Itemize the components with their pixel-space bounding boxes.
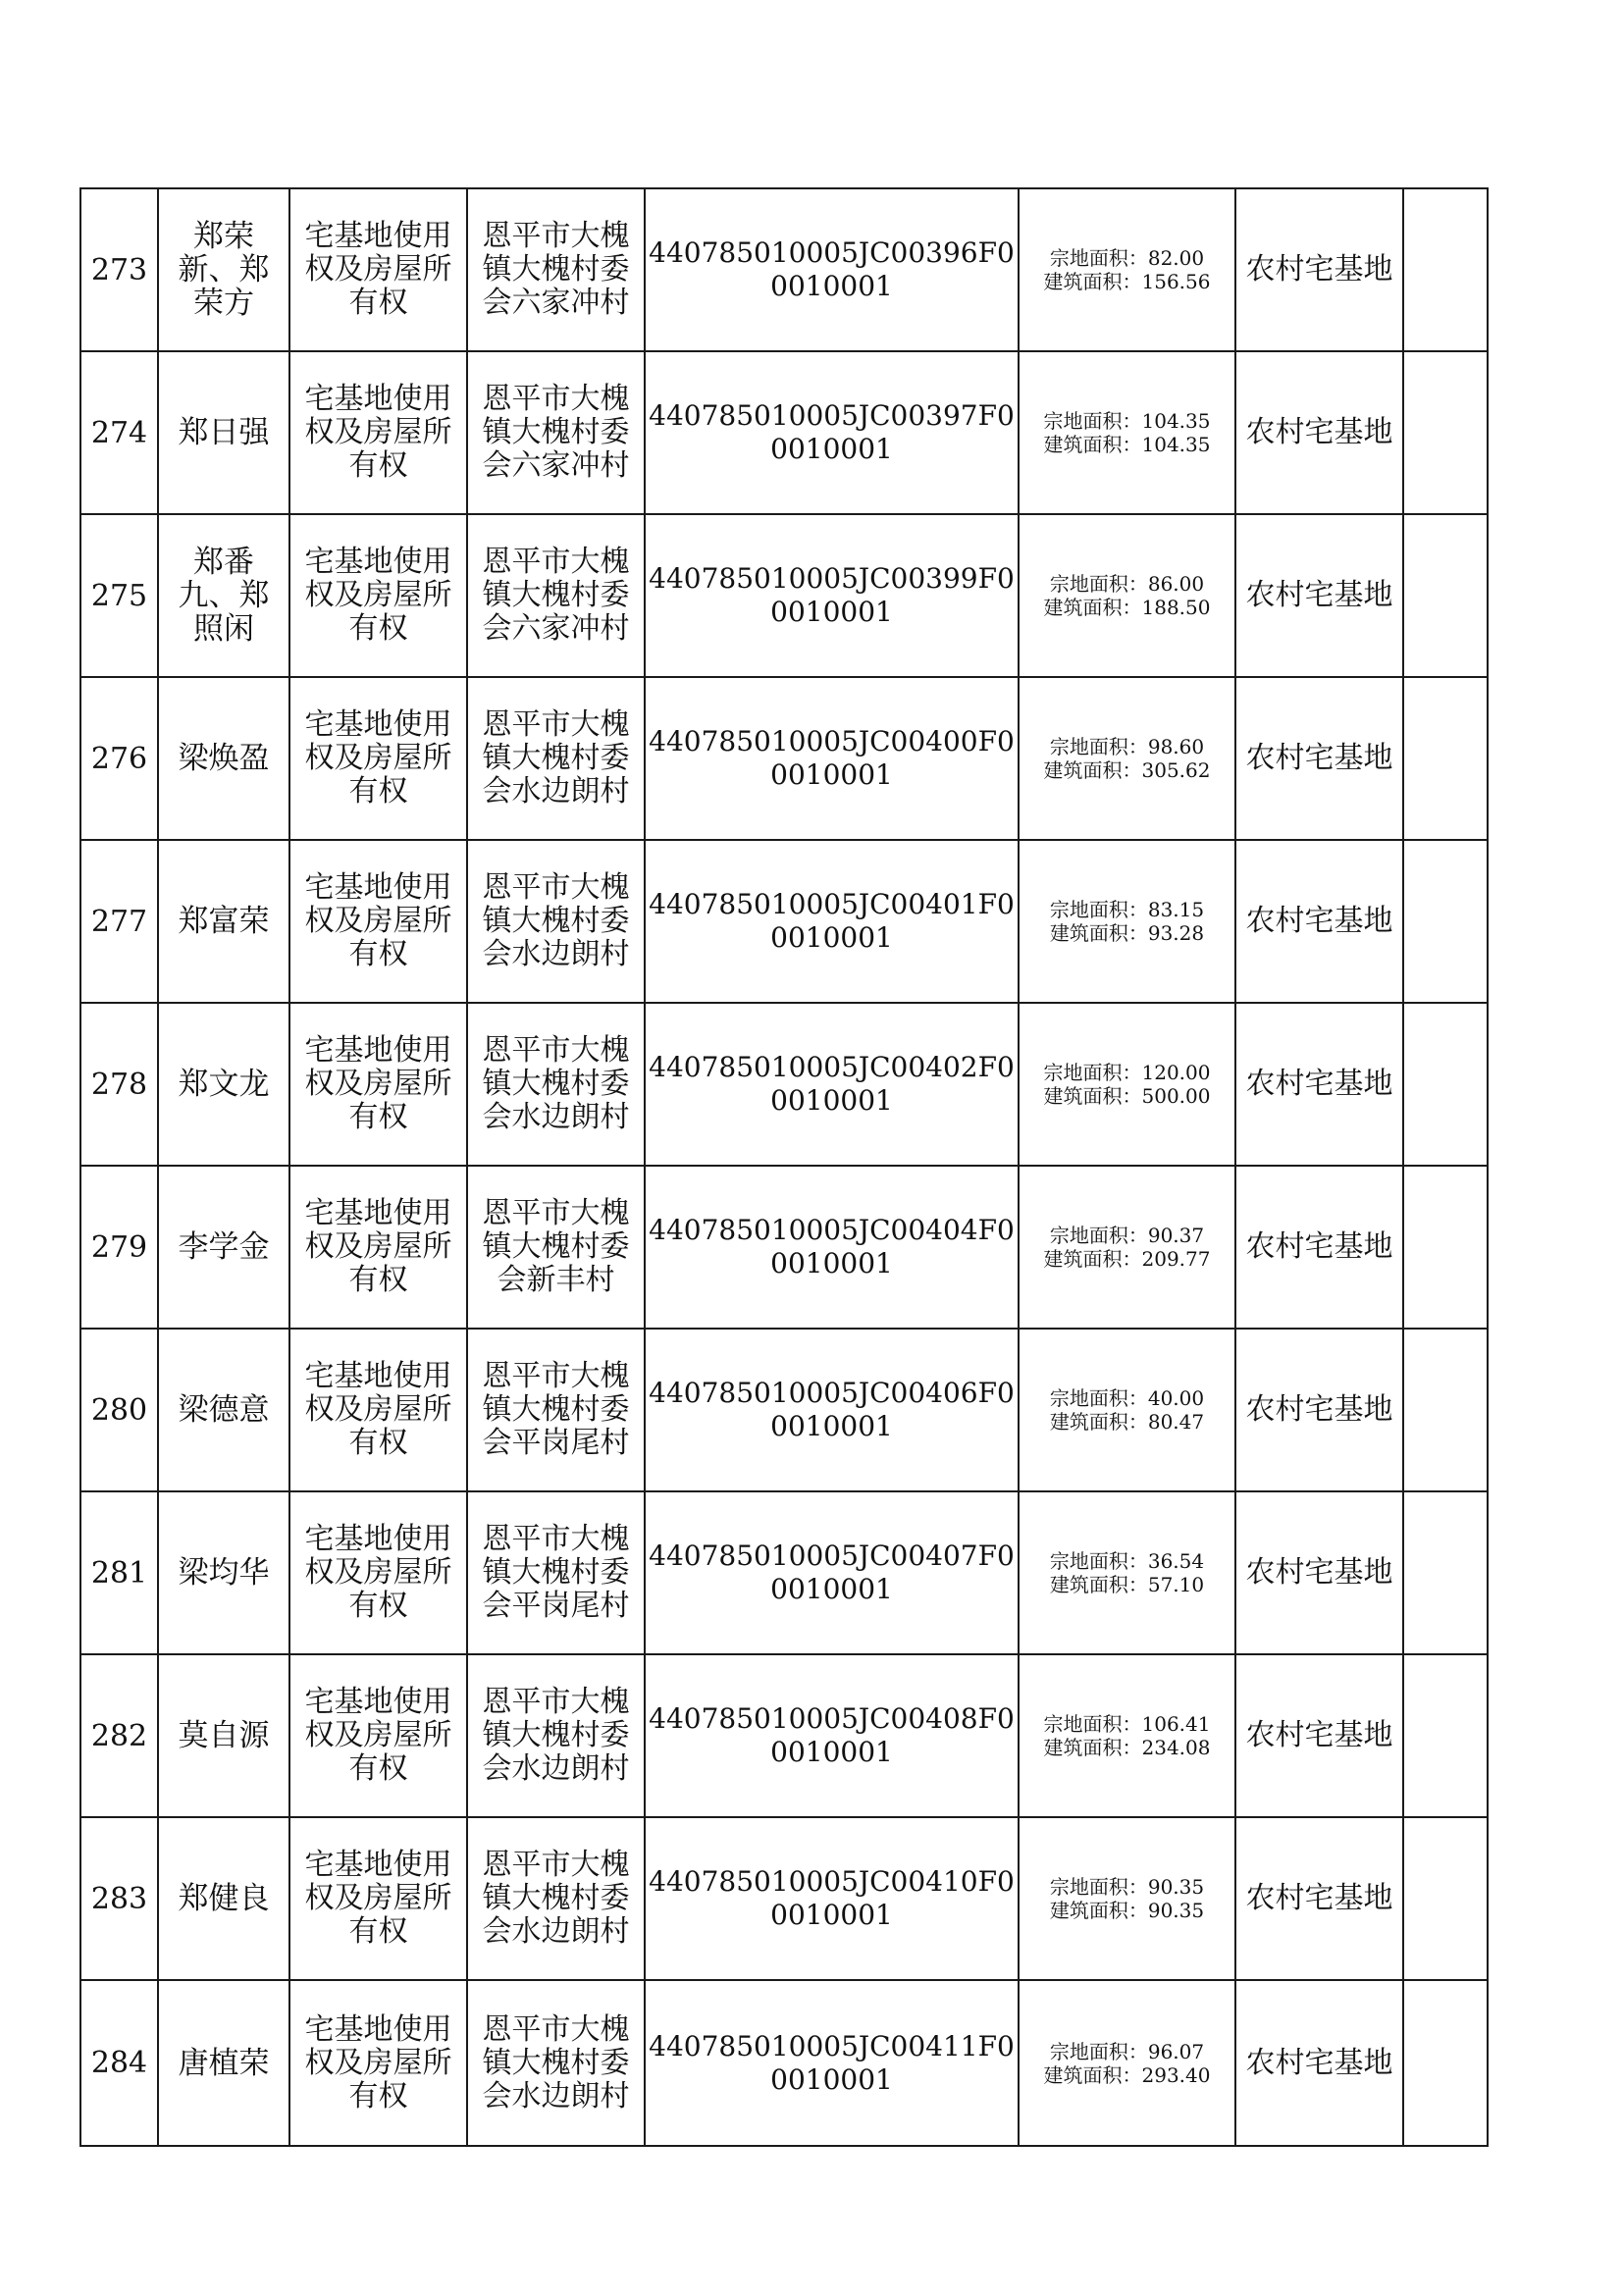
location: 恩平市大槐镇大槐村委会六家冲村 — [467, 188, 645, 351]
owner-name: 李学金 — [158, 1166, 289, 1329]
unit-code: 440785010005JC00407F00010001 — [645, 1491, 1019, 1654]
building-area: 建筑面积：57.10 — [1049, 1573, 1205, 1596]
area-cell — [1019, 840, 1235, 1003]
right-type: 宅基地使用权及房屋所有权 — [289, 1654, 467, 1817]
parcel-area: 宗地面积：120.00 — [1043, 1061, 1211, 1084]
unit-code: 440785010005JC00399F00010001 — [645, 514, 1019, 677]
remark — [1403, 1329, 1488, 1491]
unit-code: 440785010005JC00404F00010001 — [645, 1166, 1019, 1329]
unit-code: 440785010005JC00408F00010001 — [645, 1654, 1019, 1817]
record-number: 282 — [80, 1654, 158, 1817]
area-cell — [1019, 1166, 1235, 1329]
right-type: 宅基地使用权及房屋所有权 — [289, 677, 467, 840]
table-row — [80, 188, 1488, 351]
land-use: 农村宅基地 — [1235, 188, 1403, 351]
owner-name: 梁均华 — [158, 1491, 289, 1654]
registry-table — [79, 187, 1489, 2147]
right-type: 宅基地使用权及房屋所有权 — [289, 840, 467, 1003]
parcel-area: 宗地面积：36.54 — [1049, 1549, 1205, 1573]
area-cell — [1019, 1003, 1235, 1166]
land-use: 农村宅基地 — [1235, 1980, 1403, 2146]
unit-code: 440785010005JC00397F00010001 — [645, 351, 1019, 514]
table-row — [80, 677, 1488, 840]
building-area: 建筑面积：90.35 — [1049, 1899, 1205, 1922]
land-use: 农村宅基地 — [1235, 1817, 1403, 1980]
parcel-area: 宗地面积：83.15 — [1049, 898, 1205, 921]
table-body — [80, 188, 1488, 2146]
building-area: 建筑面积：500.00 — [1043, 1084, 1211, 1108]
table-row — [80, 514, 1488, 677]
owner-name: 莫自源 — [158, 1654, 289, 1817]
parcel-area: 宗地面积：40.00 — [1049, 1386, 1205, 1410]
remark — [1403, 1166, 1488, 1329]
unit-code: 440785010005JC00401F00010001 — [645, 840, 1019, 1003]
building-area: 建筑面积：104.35 — [1043, 433, 1211, 456]
land-use: 农村宅基地 — [1235, 1329, 1403, 1491]
area-cell — [1019, 188, 1235, 351]
remark — [1403, 188, 1488, 351]
location: 恩平市大槐镇大槐村委会六家冲村 — [467, 351, 645, 514]
owner-name: 梁焕盈 — [158, 677, 289, 840]
table-row — [80, 1980, 1488, 2146]
remark — [1403, 1654, 1488, 1817]
owner-name: 郑番九、郑照闲 — [158, 514, 289, 677]
remark — [1403, 1003, 1488, 1166]
record-number: 273 — [80, 188, 158, 351]
area-cell — [1019, 1817, 1235, 1980]
right-type: 宅基地使用权及房屋所有权 — [289, 1003, 467, 1166]
area-cell — [1019, 1329, 1235, 1491]
remark — [1403, 840, 1488, 1003]
unit-code: 440785010005JC00406F00010001 — [645, 1329, 1019, 1491]
record-number: 279 — [80, 1166, 158, 1329]
table-row — [80, 1654, 1488, 1817]
building-area: 建筑面积：93.28 — [1049, 921, 1205, 945]
building-area: 建筑面积：305.62 — [1043, 758, 1211, 782]
parcel-area: 宗地面积：86.00 — [1049, 572, 1205, 596]
area-cell — [1019, 1491, 1235, 1654]
right-type: 宅基地使用权及房屋所有权 — [289, 1329, 467, 1491]
location: 恩平市大槐镇大槐村委会平岗尾村 — [467, 1491, 645, 1654]
table-row — [80, 1817, 1488, 1980]
parcel-area: 宗地面积：82.00 — [1049, 246, 1205, 270]
land-use: 农村宅基地 — [1235, 677, 1403, 840]
right-type: 宅基地使用权及房屋所有权 — [289, 351, 467, 514]
record-number: 284 — [80, 1980, 158, 2146]
owner-name: 郑健良 — [158, 1817, 289, 1980]
land-use: 农村宅基地 — [1235, 1003, 1403, 1166]
parcel-area: 宗地面积：104.35 — [1043, 409, 1211, 433]
unit-code: 440785010005JC00411F00010001 — [645, 1980, 1019, 2146]
remark — [1403, 1817, 1488, 1980]
area-cell — [1019, 514, 1235, 677]
remark — [1403, 1491, 1488, 1654]
location: 恩平市大槐镇大槐村委会水边朗村 — [467, 1817, 645, 1980]
parcel-area: 宗地面积：90.35 — [1049, 1875, 1205, 1899]
location: 恩平市大槐镇大槐村委会水边朗村 — [467, 677, 645, 840]
building-area: 建筑面积：188.50 — [1043, 596, 1211, 619]
owner-name: 郑文龙 — [158, 1003, 289, 1166]
unit-code: 440785010005JC00410F00010001 — [645, 1817, 1019, 1980]
unit-code: 440785010005JC00402F00010001 — [645, 1003, 1019, 1166]
location: 恩平市大槐镇大槐村委会平岗尾村 — [467, 1329, 645, 1491]
location: 恩平市大槐镇大槐村委会水边朗村 — [467, 840, 645, 1003]
land-use: 农村宅基地 — [1235, 840, 1403, 1003]
remark — [1403, 677, 1488, 840]
record-number: 276 — [80, 677, 158, 840]
owner-name: 郑日强 — [158, 351, 289, 514]
right-type: 宅基地使用权及房屋所有权 — [289, 1491, 467, 1654]
owner-name: 梁德意 — [158, 1329, 289, 1491]
building-area: 建筑面积：156.56 — [1043, 270, 1211, 293]
record-number: 277 — [80, 840, 158, 1003]
table-row — [80, 1166, 1488, 1329]
right-type: 宅基地使用权及房屋所有权 — [289, 1817, 467, 1980]
record-number: 275 — [80, 514, 158, 677]
record-number: 281 — [80, 1491, 158, 1654]
parcel-area: 宗地面积：96.07 — [1049, 2039, 1205, 2063]
right-type: 宅基地使用权及房屋所有权 — [289, 514, 467, 677]
land-use: 农村宅基地 — [1235, 351, 1403, 514]
unit-code: 440785010005JC00400F00010001 — [645, 677, 1019, 840]
record-number: 274 — [80, 351, 158, 514]
land-use: 农村宅基地 — [1235, 1166, 1403, 1329]
area-cell — [1019, 677, 1235, 840]
location: 恩平市大槐镇大槐村委会六家冲村 — [467, 514, 645, 677]
table-row — [80, 1329, 1488, 1491]
location: 恩平市大槐镇大槐村委会水边朗村 — [467, 1003, 645, 1166]
table-row — [80, 351, 1488, 514]
location: 恩平市大槐镇大槐村委会水边朗村 — [467, 1980, 645, 2146]
owner-name: 郑富荣 — [158, 840, 289, 1003]
unit-code: 440785010005JC00396F00010001 — [645, 188, 1019, 351]
table-row — [80, 1491, 1488, 1654]
area-cell — [1019, 1980, 1235, 2146]
owner-name: 唐植荣 — [158, 1980, 289, 2146]
record-number: 280 — [80, 1329, 158, 1491]
remark — [1403, 1980, 1488, 2146]
remark — [1403, 514, 1488, 677]
table-row — [80, 840, 1488, 1003]
parcel-area: 宗地面积：106.41 — [1043, 1712, 1211, 1736]
building-area: 建筑面积：209.77 — [1043, 1247, 1211, 1271]
land-use: 农村宅基地 — [1235, 1654, 1403, 1817]
table-row — [80, 1003, 1488, 1166]
right-type: 宅基地使用权及房屋所有权 — [289, 1166, 467, 1329]
parcel-area: 宗地面积：90.37 — [1049, 1224, 1205, 1247]
area-cell — [1019, 1654, 1235, 1817]
record-number: 283 — [80, 1817, 158, 1980]
remark — [1403, 351, 1488, 514]
building-area: 建筑面积：293.40 — [1043, 2062, 1211, 2087]
building-area: 建筑面积：80.47 — [1049, 1410, 1205, 1434]
land-use: 农村宅基地 — [1235, 514, 1403, 677]
location: 恩平市大槐镇大槐村委会新丰村 — [467, 1166, 645, 1329]
owner-name: 郑荣新、郑荣方 — [158, 188, 289, 351]
location: 恩平市大槐镇大槐村委会水边朗村 — [467, 1654, 645, 1817]
parcel-area: 宗地面积：98.60 — [1049, 735, 1205, 758]
area-cell — [1019, 351, 1235, 514]
right-type: 宅基地使用权及房屋所有权 — [289, 1980, 467, 2146]
land-use: 农村宅基地 — [1235, 1491, 1403, 1654]
record-number: 278 — [80, 1003, 158, 1166]
building-area: 建筑面积：234.08 — [1043, 1736, 1211, 1759]
right-type: 宅基地使用权及房屋所有权 — [289, 188, 467, 351]
